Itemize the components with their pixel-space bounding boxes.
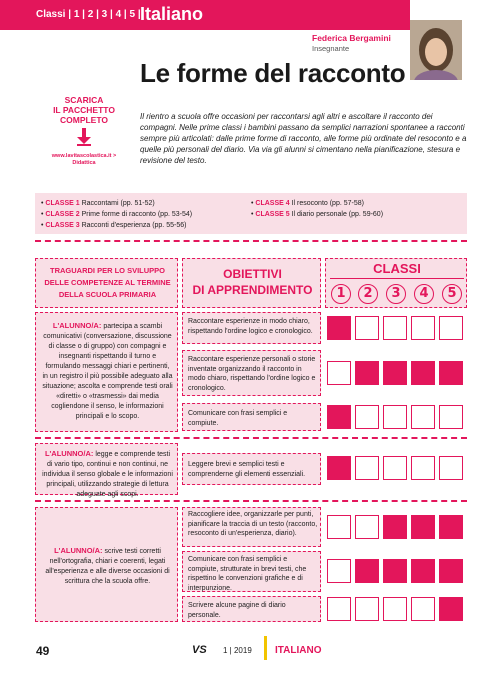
class-4-checkbox <box>411 316 435 340</box>
header-obiettivi-line: DI APPRENDIMENTO <box>192 283 313 297</box>
class-3-checkbox <box>383 597 407 621</box>
section-divider <box>35 500 467 502</box>
objective-row <box>182 312 321 344</box>
class-4-checkbox <box>411 515 435 539</box>
header-traguardi-line: DELLA SCUOLA PRIMARIA <box>58 290 157 299</box>
footer-divider <box>264 636 267 660</box>
class-3-checkbox <box>383 361 407 385</box>
author-role: Insegnante <box>312 44 350 53</box>
class-5-checkbox <box>439 456 463 480</box>
download-url[interactable]: www.lavitascolastica.it > <box>51 153 117 159</box>
section-divider <box>35 437 467 439</box>
class-1-checkbox <box>327 456 351 480</box>
class-3-checkbox <box>383 515 407 539</box>
competence-text <box>42 546 173 587</box>
class-2-checkbox <box>355 316 379 340</box>
page-number: 49 <box>36 644 50 658</box>
download-line-3: COMPLETO <box>59 115 108 125</box>
objective-row <box>182 596 321 622</box>
class-nav[interactable]: Classi | 1 | 2 | 3 | 4 | 5 | <box>36 9 141 20</box>
class-2-checkbox <box>355 597 379 621</box>
class-1-checkbox <box>327 405 351 429</box>
class-4-checkbox <box>411 597 435 621</box>
class-4-checkbox <box>411 456 435 480</box>
classes-list <box>35 193 467 234</box>
subject-title: Italiano <box>140 4 204 24</box>
issue-number: 1 | 2019 <box>223 646 252 655</box>
class-item: • CLASSE 5 Il diario personale (pp. 59-60) <box>251 211 384 218</box>
class-1-checkbox <box>327 361 351 385</box>
objective-text: Leggere brevi e semplici testi e comprenderne gli elementi essenziali. <box>188 461 306 478</box>
class-3-checkbox <box>383 316 407 340</box>
class-item: • CLASSE 1 Raccontami (pp. 51-52) <box>41 200 155 207</box>
class-3-checkbox <box>383 405 407 429</box>
competence-text <box>42 321 173 422</box>
objective-text: Raccogliere idee, organizzarle per punti, pianificare la traccia di un testo (racconto, resoconto di un'esperienza, diario). <box>188 511 318 537</box>
class-5-checkbox <box>439 361 463 385</box>
competence-text <box>42 449 173 500</box>
class-2-checkbox <box>355 456 379 480</box>
class-item: • CLASSE 2 Prime forme di racconto (pp. 53-54) <box>41 211 193 218</box>
competence-box-reading <box>35 443 178 498</box>
competence-lead: L'ALUNNO/A: <box>44 449 94 458</box>
objective-row <box>182 551 321 592</box>
header-classi-rule <box>330 278 464 279</box>
download-package-link[interactable] <box>34 95 134 167</box>
objective-text: Comunicare con frasi semplici e compiute. <box>188 410 288 427</box>
class-1-checkbox <box>327 316 351 340</box>
class-item: • CLASSE 3 Racconti d'esperienza (pp. 55-56) <box>41 222 187 229</box>
class-1-checkbox <box>327 597 351 621</box>
class-number-2: 2 <box>358 284 378 304</box>
competence-box-listening <box>35 312 178 432</box>
class-4-checkbox <box>411 559 435 583</box>
class-5-checkbox <box>439 597 463 621</box>
class-4-checkbox <box>411 361 435 385</box>
competence-body: legge e comprende testi di vario tipo, continui e non continui, ne individua il senso globale e le informazioni principali, utilizzando strategie di lettura adeguate agli scopi. <box>42 451 173 498</box>
competence-body: partecipa a scambi comunicativi (conversazione, discussione di classe o di gruppo) con compagni e insegnanti rispettando il turno e formulando messaggi chiari e pertinenti, in un registro il più possibile adeguato alla situazione; ascolta e comprende testi orali «diretti» o «trasmessi» dai media cogliendone il senso, le informazioni principali e lo scopo. <box>42 323 173 420</box>
class-number-3: 3 <box>386 284 406 304</box>
class-1-checkbox <box>327 559 351 583</box>
class-3-checkbox <box>383 559 407 583</box>
section-divider <box>35 240 467 242</box>
objective-text: Scrivere alcune pagine di diario personale. <box>188 602 286 619</box>
class-5-checkbox <box>439 405 463 429</box>
competence-body: scrive testi corretti nell'ortografia, chiari e coerenti, legati all'esperienza e alle diverse occasioni di scrittura che la scuola offre. <box>45 548 170 585</box>
competence-lead: L'ALUNNO/A: <box>52 321 102 330</box>
header-traguardi <box>35 258 178 308</box>
class-item: • CLASSE 4 Il resoconto (pp. 57-58) <box>251 200 364 207</box>
objective-text: Raccontare esperienze in modo chiaro, rispettando l'ordine logico e cronologico. <box>188 318 313 335</box>
objective-row <box>182 350 321 396</box>
class-5-checkbox <box>439 316 463 340</box>
header-traguardi-line: DELLE COMPETENZE AL TERMINE <box>44 278 171 287</box>
class-2-checkbox <box>355 515 379 539</box>
header-classi <box>325 258 467 308</box>
class-2-checkbox <box>355 405 379 429</box>
class-5-checkbox <box>439 515 463 539</box>
objective-row <box>182 507 321 547</box>
footer-subject: ITALIANO <box>275 645 322 656</box>
objective-row <box>182 453 321 485</box>
class-2-checkbox <box>355 361 379 385</box>
intro-paragraph: Il rientro a scuola offre occasioni per raccontarsi agli altri e ascoltare il racconto dei compagni. Nelle prime classi i bambini passano da semplici narrazioni spontanee a racconti sempre più articolati: dalle prime forme di racconto, alle forme più ordinate del resoconto e a quelle più personali del diario. Via via gli alunni si cimentano nella pianificazione, stesura e revisione del testo. <box>140 112 467 165</box>
header-obiettivi-line: OBIETTIVI <box>223 267 282 281</box>
class-number-4: 4 <box>414 284 434 304</box>
header-classi-title: CLASSI <box>373 261 421 276</box>
class-4-checkbox <box>411 405 435 429</box>
author-name: Federica Bergamini <box>312 33 391 43</box>
objective-text: Comunicare con frasi semplici e compiute, strutturate in brevi testi, che rispettino le convenzioni grafiche e di interpunzione. <box>188 556 307 592</box>
magazine-logo: VS <box>192 644 207 656</box>
objective-row <box>182 403 321 431</box>
class-number-5: 5 <box>442 284 462 304</box>
objective-text: Raccontare esperienze personali o storie inventate organizzando il racconto in modo chiaro, rispettando l'ordine logico e cronologico. <box>188 356 316 392</box>
download-line-1: SCARICA <box>64 95 104 105</box>
download-url-section[interactable]: Didattica <box>72 160 96 166</box>
download-line-2: IL PACCHETTO <box>53 105 115 115</box>
class-1-checkbox <box>327 515 351 539</box>
header-traguardi-line: TRAGUARDI PER LO SVILUPPO <box>49 266 165 275</box>
competence-lead: L'ALUNNO/A: <box>54 546 103 555</box>
class-2-checkbox <box>355 559 379 583</box>
author-photo <box>410 20 462 80</box>
competence-box-writing <box>35 507 178 622</box>
download-arrow-icon <box>77 128 91 151</box>
class-5-checkbox <box>439 559 463 583</box>
page-title: Le forme del racconto <box>140 58 406 88</box>
class-3-checkbox <box>383 456 407 480</box>
header-obiettivi <box>182 258 321 308</box>
class-number-1: 1 <box>331 284 351 304</box>
